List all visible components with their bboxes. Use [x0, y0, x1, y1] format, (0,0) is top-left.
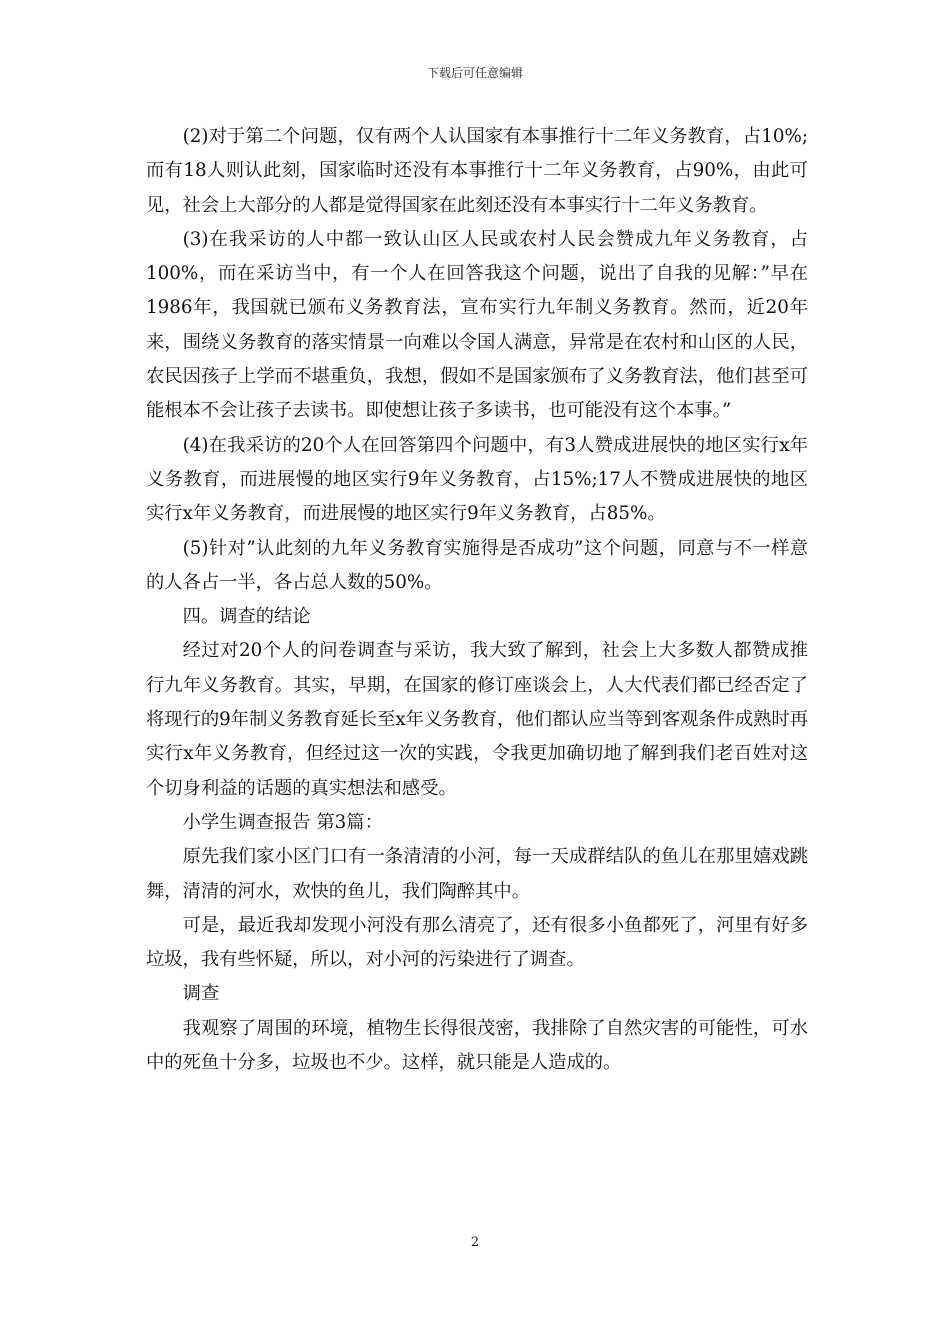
paragraph-item-3: (3)在我采访的人中都一致认山区人民或农村人民会赞成九年义务教育，占100%，而在采访当中，有一个人在回答我这个问题，说出了自我的见解：”早在1986年，我国就已颁布义务教育法，宣布实行九年制义务教育。然而，近20年来，围绕义务教育的落实情景一向难以令国人满意，异常是在农村和山区的人民，农民因孩子上学而不堪重负，我想，假如不是国家颁布了义务教育法，他们甚至可能根本不会让孩子去读书。即使想让孩子多读书，也可能没有这个本事。” — [146, 228, 808, 422]
paragraph-investigation: 我观察了周围的环境，植物生长得很茂密，我排除了自然灾害的可能性，可水中的死鱼十分多，垃圾也不少。这样，就只能是人造成的。 — [146, 1017, 808, 1074]
document-body — [146, 120, 808, 1080]
paragraph-item-4: (4)在我采访的20个人在回答第四个问题中，有3人赞成进展快的地区实行x年义务教育，而进展慢的地区实行9年义务教育，占15%;17人不赞成进展快的地区实行x年义务教育，而进展慢的地区实行9年义务教育，占85%。 — [146, 434, 808, 525]
page-number: 2 — [470, 1235, 480, 1250]
paragraph-river-intro: 原先我们家小区门口有一条清清的小河，每一天成群结队的鱼儿在那里嬉戏跳舞，清清的河水，欢快的鱼儿，我们陶醉其中。 — [146, 846, 808, 902]
paragraph-conclusion: 经过对20个人的问卷调查与采访，我大致了解到，社会上大多数人都赞成推行九年义务教育。其实，早期，在国家的修订座谈会上，人大代表们都已经否定了将现行的9年制义务教育延长至x年义务教育，他们都认应当等到客观条件成熟时再实行x年义务教育，但经过这一次的实践，令我更加确切地了解到我们老百姓对这个切身利益的话题的真实想法和感受。 — [146, 640, 808, 799]
paragraph-item-2: (2)对于第二个问题，仅有两个人认国家有本事推行十二年义务教育，占10%;而有18人则认此刻，国家临时还没有本事推行十二年义务教育，占90%，由此可见，社会上大部分的人都是觉得国家在此刻还没有本事实行十二年义务教育。 — [146, 126, 808, 216]
section-heading-report-3: 小学生调查报告 第3篇： — [182, 811, 383, 833]
page-header: 下载后可任意编辑 — [426, 66, 523, 80]
section-heading-conclusion: 四。调查的结论 — [182, 606, 311, 628]
section-heading-investigation: 调查 — [182, 983, 220, 1005]
paragraph-item-5: (5)针对”认此刻的九年义务教育实施得是否成功”这个问题，同意与不一样意的人各占一半，各占总人数的50%。 — [146, 537, 808, 593]
paragraph-river-problem: 可是，最近我却发现小河没有那么清亮了，还有很多小鱼都死了，河里有好多垃圾，我有些怀疑，所以，对小河的污染进行了调查。 — [146, 914, 808, 971]
